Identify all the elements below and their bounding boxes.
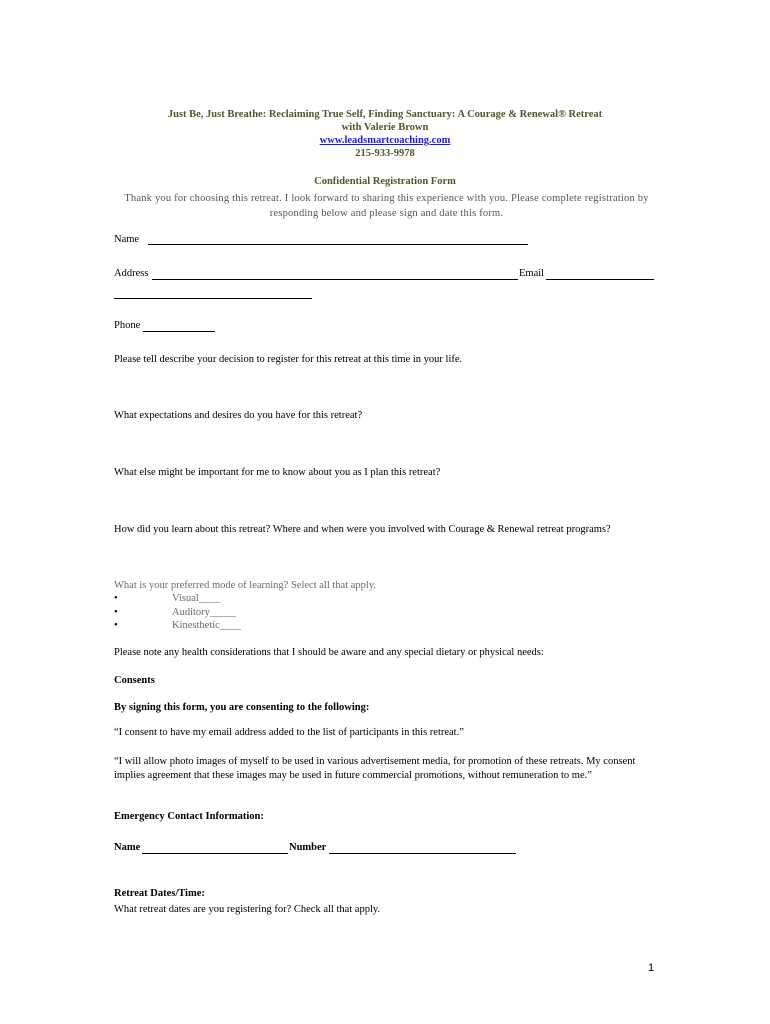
bullet: • [114, 607, 118, 618]
photo-consent: “I will allow photo images of myself to be used in various advertisement media, for promotion of these retreats. My consent implies agreement that these images may be used in future commercial promotions, without remuneration to me.” [114, 756, 636, 781]
learning-option-kinesthetic[interactable] [114, 620, 118, 631]
phone-number: 215-933-9978 [355, 148, 415, 159]
phone-label: Phone [114, 320, 141, 331]
email-consent: “I consent to have my email address added to the list of participants in this retreat.” [114, 727, 464, 738]
emergency-number-label: Number [289, 842, 327, 853]
emergency-number-field[interactable] [329, 853, 516, 854]
health-considerations: Please note any health considerations that I should be aware and any special dietary or physical needs: [114, 647, 544, 658]
document-title: Just Be, Just Breathe: Reclaiming True Self, Finding Sanctuary: A Courage & Renewal® Retreat [167, 109, 603, 120]
learning-mode-prompt: What is your preferred mode of learning? Select all that apply. [114, 580, 377, 591]
retreat-dates-question: What retreat dates are you registering for? Check all that apply. [114, 904, 381, 915]
intro-line-1: Thank you for choosing this retreat. I look forward to sharing this experience with you. Please complete registration by [124, 193, 649, 204]
consents-heading: Consents [114, 675, 155, 686]
email-label: Email [519, 268, 545, 279]
learning-option-auditory[interactable] [114, 607, 118, 618]
intro-line-2: responding below and please sign and date this form. [269, 208, 504, 219]
emergency-name-label: Name [114, 842, 141, 853]
document-subtitle: with Valerie Brown [341, 122, 429, 133]
address-field[interactable] [152, 279, 518, 280]
intro-text [114, 191, 659, 221]
address-field-continued[interactable] [114, 298, 312, 299]
phone-field[interactable] [143, 331, 215, 332]
email-field[interactable] [546, 279, 654, 280]
consents-subheading: By signing this form, you are consenting to the following: [114, 702, 370, 713]
learning-option-label: Visual____ [172, 593, 220, 604]
emergency-name-field[interactable] [142, 853, 288, 854]
learning-option-visual[interactable] [114, 593, 118, 604]
name-label: Name [114, 234, 140, 245]
address-label: Address [114, 268, 149, 279]
emergency-heading: Emergency Contact Information: [114, 811, 264, 822]
question-learned-about: How did you learn about this retreat? Where and when were you involved with Courage & Renewal retreat programs? [114, 524, 611, 535]
page-number: 1 [648, 962, 655, 974]
bullet: • [114, 620, 118, 631]
bullet: • [114, 593, 118, 604]
form-title: Confidential Registration Form [314, 176, 456, 187]
question-important: What else might be important for me to know about you as I plan this retreat? [114, 467, 441, 478]
question-expectations: What expectations and desires do you have for this retreat? [114, 410, 363, 421]
website-link[interactable]: www.leadsmartcoaching.com [319, 135, 451, 146]
website-row [0, 135, 770, 146]
learning-option-label: Kinesthetic____ [172, 620, 241, 631]
name-field[interactable] [148, 244, 528, 245]
learning-option-label: Auditory_____ [172, 607, 237, 618]
retreat-dates-heading: Retreat Dates/Time: [114, 888, 205, 899]
question-decision: Please tell describe your decision to register for this retreat at this time in your life. [114, 354, 463, 365]
